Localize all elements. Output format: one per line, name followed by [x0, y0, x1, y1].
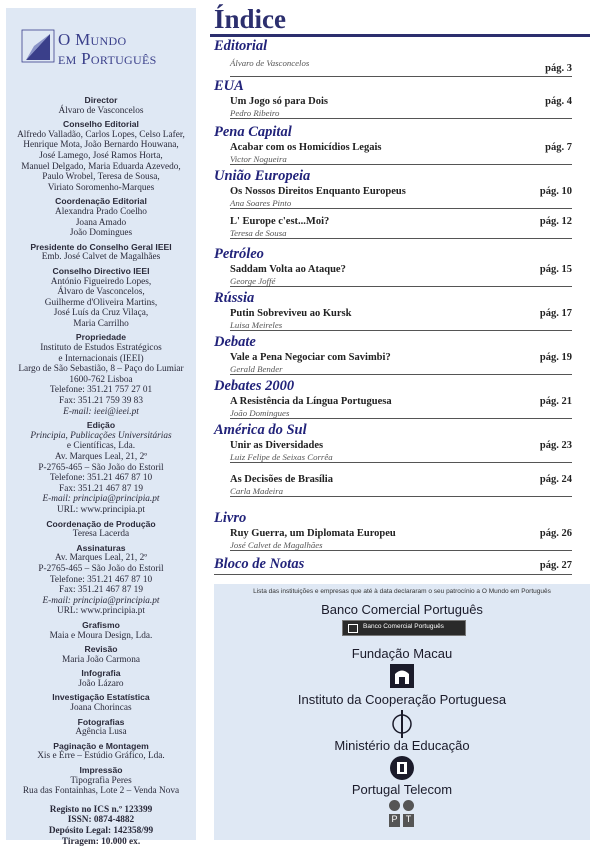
credit-heading: Investigação Estatística — [52, 692, 150, 703]
article-title: Ruy Guerra, um Diplomata Europeu — [230, 528, 396, 539]
title-rule — [210, 34, 590, 37]
credit-line: Guilherme d'Oliveira Martins, — [44, 297, 158, 308]
pt-logo-letter: P — [389, 814, 400, 827]
page-number: pág. 24 — [539, 474, 572, 485]
page-number: pág. 27 — [539, 560, 572, 571]
article-author: Teresa de Sousa — [230, 228, 287, 238]
section-rule — [214, 574, 572, 575]
credit-heading: Coordenação Editorial — [55, 196, 147, 207]
pt-logo-dot — [389, 800, 400, 811]
page-number: pág. 26 — [539, 528, 572, 539]
page-number: pág. 17 — [539, 308, 572, 319]
credit-line: e Científicas, Lda. — [66, 441, 136, 452]
toc-entry — [230, 96, 572, 119]
sponsor-ministerio-educacao: Ministério da Educação — [334, 738, 470, 753]
credit-heading: Conselho Editorial — [63, 119, 139, 130]
page-number: pág. 12 — [539, 216, 572, 227]
registration-line: Tiragem: 10.000 ex. — [61, 836, 141, 847]
article-title: Um Jogo só para Dois — [230, 96, 329, 107]
toc-entry — [230, 216, 572, 239]
article-author: Luisa Meireles — [230, 320, 283, 330]
sponsor-fundacao-macau: Fundação Macau — [351, 646, 453, 661]
magazine-logo — [20, 24, 185, 72]
section-heading: Bloco de Notas — [214, 556, 305, 572]
article-title: Vale a Pena Negociar com Savimbi? — [230, 352, 391, 363]
credit-line: António Figueiredo Lopes, — [50, 276, 152, 287]
article-title: Acabar com os Homicídios Legais — [230, 142, 382, 153]
credit-heading: Edição — [86, 420, 116, 431]
credit-line: Av. Marques Leal, 21, 2º — [54, 452, 148, 462]
credit-line: 1600-762 Lisboa — [69, 374, 133, 385]
credit-line: e Internacionais (IEEI) — [58, 353, 144, 364]
credit-line: Tipografia Peres — [70, 775, 132, 786]
credit-line: E-mail: ieei@ieei.pt — [63, 406, 139, 417]
credit-line: José Lamego, José Ramos Horta, — [39, 150, 163, 161]
registration-line: Depósito Legal: 142358/99 — [48, 826, 154, 836]
pt-logo-dot — [403, 800, 414, 811]
bcp-logo-badge — [342, 620, 466, 636]
toc-entry — [230, 308, 572, 331]
credit-line: Agência Lusa — [75, 727, 127, 738]
page-number: pág. 15 — [539, 264, 572, 275]
credit-heading: Impressão — [79, 765, 123, 776]
registration-line: Registo no ICS n.º 123399 — [49, 804, 153, 815]
article-author: Ana Soares Pinto — [230, 198, 292, 208]
credit-line: Xis e Érre – Estúdio Gráfico, Lda. — [37, 751, 165, 762]
toc-entry — [230, 186, 572, 209]
credit-line: Viriato Soromenho-Marques — [47, 182, 155, 193]
section-heading: Rússia — [214, 290, 255, 306]
fundacao-macau-logo-icon — [390, 664, 414, 688]
credit-line: Fax: 351.21 759 39 83 — [59, 396, 143, 407]
credit-line: Henrique Mota, João Bernardo Houwana, — [23, 140, 179, 151]
national-arms-icon — [388, 754, 416, 782]
toc-entry — [230, 440, 572, 463]
credit-heading: Grafismo — [82, 619, 120, 630]
page-title: Índice — [214, 4, 287, 34]
page-number: pág. 21 — [539, 396, 572, 407]
article-title: Unir as Diversidades — [230, 440, 324, 451]
sponsors-panel — [214, 584, 590, 840]
credit-line: E-mail: principia@principia.pt — [42, 595, 160, 606]
credit-line: Telefone: 351.21 757 27 01 — [49, 385, 153, 396]
credit-line: João Domingues — [69, 228, 133, 239]
credit-line: José Luís da Cruz Vilaça, — [53, 308, 149, 319]
globe-logo-icon — [20, 26, 56, 64]
registration-line: ISSN: 0874-4882 — [67, 815, 135, 826]
bcp-badge-icon — [348, 624, 358, 633]
section-heading: União Europeia — [214, 168, 311, 184]
credit-line: Teresa Lacerda — [72, 529, 130, 540]
article-title: L' Europe c'est...Moi? — [230, 216, 330, 227]
section-heading: Livro — [214, 510, 247, 526]
toc-entry — [230, 474, 572, 497]
credit-line: Álvaro de Vasconcelos — [58, 105, 144, 116]
icp-logo-icon — [390, 710, 414, 738]
page-number: pág. 7 — [545, 142, 572, 153]
article-author: Carla Madeira — [230, 486, 284, 496]
credit-heading: Coordenação de Produção — [46, 518, 156, 529]
logo-line-2: em Português — [58, 49, 157, 68]
section-heading: EUA — [214, 78, 244, 94]
credit-heading: Fotografias — [77, 716, 125, 727]
article-author: Álvaro de Vasconcelos — [230, 58, 310, 68]
credit-line: Joana Chorincas — [70, 703, 132, 714]
article-author: Gerald Bender — [230, 364, 283, 374]
credit-heading: Conselho Directivo IEEI — [52, 265, 150, 276]
credit-line: E-mail: principia@principia.pt — [42, 494, 160, 505]
sponsor-portugal-telecom: Portugal Telecom — [351, 782, 453, 797]
toc-entry — [230, 142, 572, 165]
credit-line: Fax: 351.21 467 87 19 — [59, 483, 143, 494]
article-title: Saddam Volta ao Ataque? — [230, 264, 346, 275]
page-number: pág. 23 — [539, 440, 572, 451]
section-heading: América do Sul — [214, 422, 307, 438]
article-author: José Calvet de Magalhães — [230, 540, 323, 550]
credit-line: Joana Amado — [75, 217, 127, 228]
page-number: pág. 10 — [539, 186, 572, 197]
credit-line: Telefone: 351.21 467 87 10 — [49, 574, 153, 585]
sponsors-intro: Lista das instituições e empresas que até à data declararam o seu patrocínio a O Mundo em Português — [253, 588, 551, 595]
page-number: pág. 3 — [545, 63, 572, 74]
toc-entry — [230, 264, 572, 287]
credit-line: Largo de São Sebastião, 8 – Paço do Lumiar — [18, 364, 184, 375]
credit-line: Paulo Wrobel, Teresa de Sousa, — [42, 172, 160, 183]
credit-line: João Lázaro — [78, 678, 124, 689]
article-author: Pedro Ribeiro — [230, 108, 280, 118]
sponsor-icp: Instituto da Cooperação Portuguesa — [297, 692, 507, 707]
section-heading: Petróleo — [214, 246, 264, 262]
logo-line-1: O Mundo — [58, 30, 127, 49]
credit-line: Fax: 351.21 467 87 19 — [59, 585, 143, 596]
article-title: As Decisões de Brasília — [230, 474, 333, 485]
credit-line: Álvaro de Vasconcelos, — [57, 287, 145, 298]
credit-line: Emb. José Calvet de Magalhães — [41, 252, 161, 263]
toc-entry — [230, 528, 572, 551]
section-heading: Editorial — [214, 38, 268, 54]
article-title: Putin Sobreviveu ao Kursk — [230, 308, 352, 319]
credit-heading: Propriedade — [75, 332, 127, 343]
credit-line: Maria João Carmona — [62, 654, 140, 665]
credit-line: Alfredo Valladão, Carlos Lopes, Celso Lafer, — [17, 129, 185, 140]
credit-line: Rua das Fontainhas, Lote 2 – Venda Nova — [22, 786, 180, 797]
article-author: João Domingues — [230, 408, 290, 418]
credit-heading: Director — [84, 95, 118, 105]
credit-line: P-2765-465 – São João do Estoril — [38, 563, 164, 574]
credit-line: Instituto de Estudos Estratégicos — [40, 343, 162, 354]
article-author: Luiz Felipe de Seixas Corrêa — [230, 452, 333, 462]
article-title: A Resistência da Língua Portuguesa — [230, 396, 392, 407]
pt-logo — [388, 800, 416, 830]
page-number: pág. 19 — [539, 352, 572, 363]
credit-line: Maria Carrilho — [73, 318, 129, 329]
credits-block — [6, 92, 196, 847]
toc-entry — [230, 396, 572, 419]
toc-entry — [230, 54, 572, 77]
credit-heading: Presidente do Conselho Geral IEEI — [30, 241, 172, 252]
credit-heading: Infografia — [81, 668, 121, 679]
section-heading: Debate — [214, 334, 256, 350]
credit-line: Manuel Delgado, Maria Eduarda Azevedo, — [21, 161, 181, 172]
credit-line: URL: www.principia.pt — [57, 504, 145, 515]
credit-line: Alexandra Prado Coelho — [55, 206, 147, 217]
credit-line: Principia, Publicações Universitárias — [30, 430, 172, 441]
bcp-badge-text: Banco Comercial Português — [363, 623, 444, 630]
article-author: George Joffé — [230, 276, 276, 286]
credit-line: Telefone: 351.21 467 87 10 — [49, 473, 153, 484]
sponsor-bcp: Banco Comercial Português — [321, 602, 483, 617]
section-heading: Pena Capital — [214, 124, 292, 140]
credit-line: Maia e Moura Design, Lda. — [49, 630, 153, 641]
page-number: pág. 4 — [545, 96, 572, 107]
credit-heading: Assinaturas — [76, 542, 126, 553]
pt-logo-letter: T — [403, 814, 414, 827]
credit-line: URL: www.principia.pt — [57, 606, 145, 617]
article-author: Victor Nogueira — [230, 154, 287, 164]
credit-heading: Revisão — [84, 644, 118, 655]
toc-entry — [230, 352, 572, 375]
article-title: Os Nossos Direitos Enquanto Europeus — [230, 186, 406, 197]
section-heading: Debates 2000 — [214, 378, 295, 394]
credit-heading: Paginação e Montagem — [53, 740, 149, 751]
credit-line: P-2765-465 – São João do Estoril — [38, 462, 164, 473]
credit-line: Av. Marques Leal, 21, 2º — [54, 553, 148, 564]
